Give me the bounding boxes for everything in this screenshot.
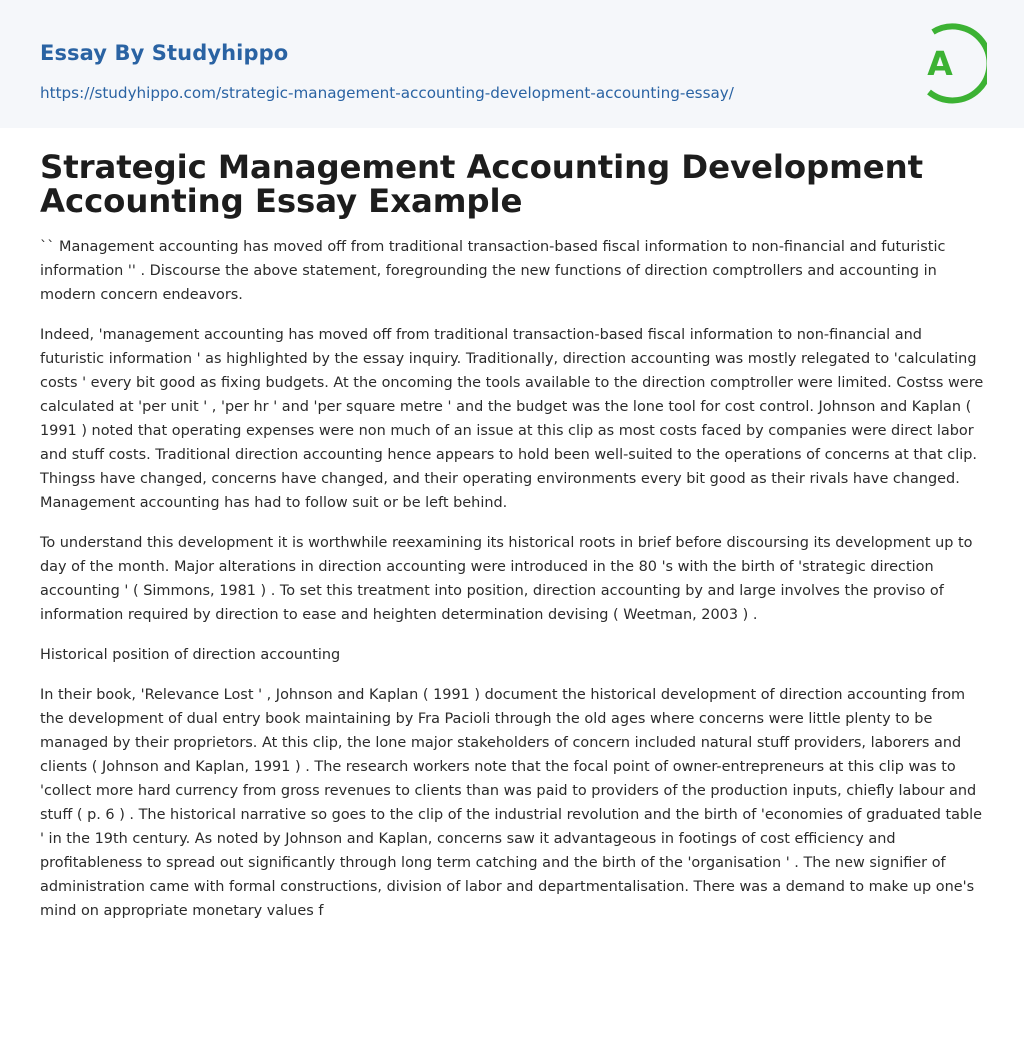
article-paragraph: In their book, 'Relevance Lost ' , Johnson and Kaplan ( 1991 ) document the historical development of direction accounting from the development of dual entry book maintaining by Fra Pacioli through the old ages where concerns were little plenty to be managed by their proprietors. At this clip, the lone major stakeholders of concern included natural stuff providers, laborers and clients ( Johnson and Kaplan, 1991 ) . The research workers note that the focal point of owner-entrepreneurs at this clip was to 'collect more hard currency from gross revenues to clients than was paid to providers of the production inputs, chiefly labour and stuff ( p. 6 ) . The historical narrative so goes to the clip of the industrial revolution and the birth of 'economies of graduated table ' in the 19th century. As noted by Johnson and Kaplan, concerns saw it advantageous in footings of cost efficiency and profitableness to spread out significantly through long term catching and the birth of the 'organisation ' . The new signifier of administration came with formal constructions, division of labor and departmentalisation. There was a demand to make up one's mind on appropriate monetary values f [40, 687, 983, 919]
article-url-link[interactable]: https://studyhippo.com/strategic-management-accounting-development-accounting-essay/ [40, 84, 734, 102]
section-heading: Historical position of direction accounting [40, 647, 341, 663]
article [40, 150, 988, 939]
logo-letter: A [927, 44, 953, 83]
site-brand[interactable]: Essay By Studyhippo [40, 41, 289, 65]
site-header [0, 0, 1024, 128]
logo-a-icon [911, 19, 987, 105]
page-title: Strategic Management Accounting Development Accounting Essay Example [40, 148, 923, 220]
article-paragraph: `` Management accounting has moved off from traditional transaction-based fiscal information to non-financial and futuristic information '' . Discourse the above statement, foregrounding the new functions of direction comptrollers and accounting in modern concern endeavors. [40, 239, 946, 303]
article-paragraph: To understand this development it is worthwhile reexamining its historical roots in brief before discoursing its development up to day of the month. Major alterations in direction accounting were introduced in the 80 's with the birth of 'strategic direction accounting ' ( Simmons, 1981 ) . To set this treatment into position, direction accounting by and large involves the proviso of information required by direction to ease and heighten determination devising ( Weetman, 2003 ) . [40, 535, 973, 623]
article-paragraph: Indeed, 'management accounting has moved off from traditional transaction-based fiscal information to non-financial and futuristic information ' as highlighted by the essay inquiry. Traditionally, direction accounting was mostly relegated to 'calculating costs ' every bit good as fixing budgets. At the oncoming the tools available to the direction comptroller were limited. Costss were calculated at 'per unit ' , 'per hr ' and 'per square metre ' and the budget was the lone tool for cost control. Johnson and Kaplan ( 1991 ) noted that operating expenses were non much of an issue at this clip as most costs faced by companies were direct labor and stuff costs. Traditional direction accounting hence appears to hold been well-suited to the operations of concerns at that clip. Thingss have changed, concerns have changed, and their operating environments every bit good as their rivals have changed. Management accounting has had to follow suit or be left behind. [40, 327, 984, 511]
studyhippo-logo[interactable] [911, 19, 987, 105]
